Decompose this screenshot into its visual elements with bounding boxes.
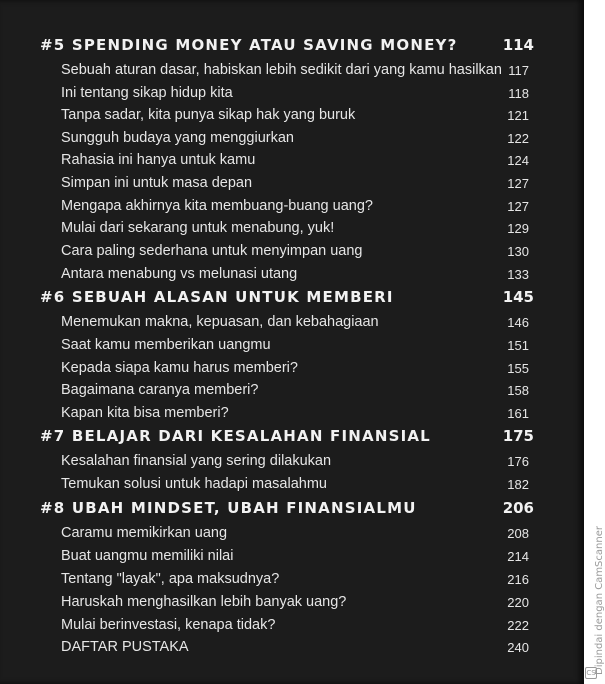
entry-title: Sebuah aturan dasar, habiskan lebih sedikit dari yang kamu hasilkan xyxy=(61,62,502,78)
chapter-title: #8 UBAH MINDSET, UBAH FINANSIALMU xyxy=(40,499,417,517)
entry-title: Kepada siapa kamu harus memberi? xyxy=(61,360,298,376)
page-number: 130 xyxy=(507,244,529,259)
toc-entry xyxy=(0,616,584,638)
toc-entry xyxy=(0,84,584,106)
page-number: 145 xyxy=(502,288,534,306)
entry-title: Bagaimana caranya memberi? xyxy=(61,382,259,398)
entry-title: Ini tentang sikap hidup kita xyxy=(61,85,233,101)
page-number: 121 xyxy=(507,108,529,123)
chapter-title: #6 SEBUAH ALASAN UNTUK MEMBERI xyxy=(40,288,394,306)
entry-title: Antara menabung vs melunasi utang xyxy=(61,266,298,282)
entry-title: Mulai berinvestasi, kenapa tidak? xyxy=(61,617,276,633)
page-number: 214 xyxy=(507,549,529,564)
entry-title: Sungguh budaya yang menggiurkan xyxy=(61,130,294,146)
toc-entry xyxy=(0,151,584,173)
camscanner-icon xyxy=(585,667,597,679)
toc-chapter xyxy=(0,427,584,449)
page-number: 151 xyxy=(507,338,529,353)
toc-entry xyxy=(0,593,584,615)
entry-title: DAFTAR PUSTAKA xyxy=(61,639,189,655)
toc-entry xyxy=(0,174,584,196)
toc-entry xyxy=(0,570,584,592)
entry-title: Simpan ini untuk masa depan xyxy=(61,175,253,191)
toc-entry xyxy=(0,61,584,83)
entry-title: Mengapa akhirnya kita membuang-buang uang? xyxy=(61,198,373,214)
toc-entry xyxy=(0,524,584,546)
page-number: 216 xyxy=(507,572,529,587)
page-number: 122 xyxy=(507,131,529,146)
entry-title: Tentang "layak", apa maksudnya? xyxy=(61,571,280,587)
entry-title: Saat kamu memberikan uangmu xyxy=(61,337,271,353)
toc-entry xyxy=(0,219,584,241)
page-number: 222 xyxy=(507,618,529,633)
page-number: 208 xyxy=(507,526,529,541)
toc-entry xyxy=(0,197,584,219)
toc-entry xyxy=(0,381,584,403)
chapter-title: #7 BELAJAR DARI KESALAHAN FINANSIAL xyxy=(40,427,431,445)
page-number: 158 xyxy=(507,383,529,398)
toc-entry xyxy=(0,638,584,660)
page-number: 182 xyxy=(507,477,529,492)
entry-title: Haruskah menghasilkan lebih banyak uang? xyxy=(61,594,347,610)
entry-title: Temukan solusi untuk hadapi masalahmu xyxy=(61,476,327,492)
toc-entry xyxy=(0,242,584,264)
toc-entry xyxy=(0,475,584,497)
entry-title: Mulai dari sekarang untuk menabung, yuk! xyxy=(61,220,335,236)
page-number: 114 xyxy=(502,36,534,54)
entry-title: Menemukan makna, kepuasan, dan kebahagiaan xyxy=(61,314,379,330)
toc-chapter xyxy=(0,36,584,58)
entry-title: Cara paling sederhana untuk menyimpan uang xyxy=(61,243,363,259)
toc-entry xyxy=(0,265,584,287)
page-number: 206 xyxy=(502,499,534,517)
toc-entry xyxy=(0,336,584,358)
page-number: 129 xyxy=(507,221,529,236)
camscanner-icon-label: CS xyxy=(586,669,596,677)
page-number: 118 xyxy=(508,86,529,101)
entry-title: Kapan kita bisa memberi? xyxy=(61,405,229,421)
page-number: 117 xyxy=(508,63,529,78)
toc-entry xyxy=(0,106,584,128)
toc-chapter xyxy=(0,499,584,521)
page-number: 175 xyxy=(502,427,534,445)
page-number: 124 xyxy=(507,153,529,168)
page-number: 240 xyxy=(507,640,529,655)
page-number: 155 xyxy=(507,361,529,376)
toc-chapter xyxy=(0,288,584,310)
entry-title: Tanpa sadar, kita punya sikap hak yang buruk xyxy=(61,107,356,123)
page-number: 176 xyxy=(507,454,529,469)
toc-entry xyxy=(0,359,584,381)
page-number: 220 xyxy=(507,595,529,610)
camscanner-watermark xyxy=(578,455,605,675)
chapter-title: #5 SPENDING MONEY ATAU SAVING MONEY? xyxy=(40,36,458,54)
toc-entry xyxy=(0,129,584,151)
toc-entry xyxy=(0,547,584,569)
entry-title: Kesalahan finansial yang sering dilakukan xyxy=(61,453,332,469)
page-number: 146 xyxy=(507,315,529,330)
entry-title: Rahasia ini hanya untuk kamu xyxy=(61,152,256,168)
toc-entry xyxy=(0,404,584,426)
page-number: 133 xyxy=(507,267,529,282)
entry-title: Buat uangmu memiliki nilai xyxy=(61,548,234,564)
toc-entry xyxy=(0,313,584,335)
page-number: 161 xyxy=(507,406,529,421)
watermark-text: Dipindai dengan CamScanner xyxy=(594,526,605,675)
page-number: 127 xyxy=(507,176,529,191)
toc-entry xyxy=(0,452,584,474)
entry-title: Caramu memikirkan uang xyxy=(61,525,228,541)
page-number: 127 xyxy=(507,199,529,214)
